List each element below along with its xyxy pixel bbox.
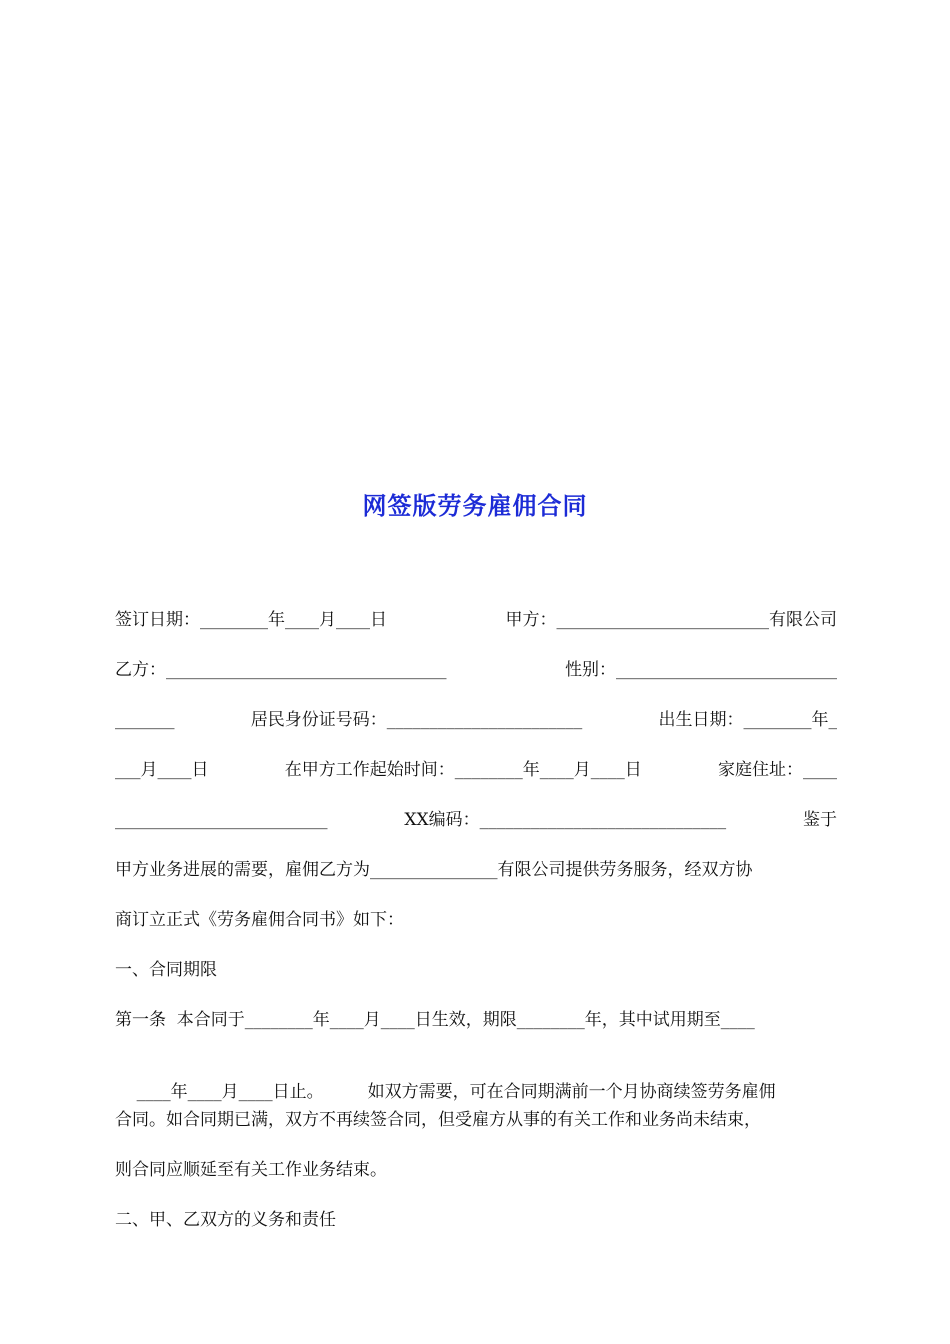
id-birthdate-line: [115, 709, 837, 731]
gender-field-continued: _______: [115, 710, 175, 730]
paragraph-line: 第一条 本合同于________年____月____日生效，期限________年，其中试用期至____: [115, 1010, 755, 1030]
document-title: 网签版劳务雇佣合同: [362, 491, 588, 520]
sign-date-party-a-line: [115, 609, 837, 631]
home-address-continued: _________________________: [115, 810, 328, 830]
paragraph-line: 合同。如合同期已满，双方不再续签合同，但受雇方从事的有关工作和业务尚未结束，: [115, 1110, 761, 1130]
work-start-date-field: 在甲方工作起始时间：________年____月____日: [284, 760, 642, 780]
party-a-field: 甲方：_________________________有限公司: [505, 610, 837, 630]
birth-date-continued: ___月____日: [115, 760, 209, 780]
postcode-line: [115, 809, 837, 831]
probation-end-text: ____年____月____日止。: [136, 1082, 324, 1102]
paragraph-line: 商订立正式《劳务雇佣合同书》如下：: [115, 910, 404, 930]
party-b-field: 乙方：_________________________________: [115, 660, 447, 680]
paragraph-line: 甲方业务进展的需要，雇佣乙方为_______________有限公司提供劳务服务，经双方协: [115, 860, 753, 880]
sign-date-field: 签订日期：________年____月____日: [115, 610, 387, 630]
paragraph-line: 则合同应顺延至有关工作业务结束。: [115, 1160, 387, 1180]
section-heading-term: 一、合同期限: [115, 960, 217, 980]
renewal-text: 如双方需要，可在合同期满前一个月协商续签劳务雇佣: [367, 1082, 776, 1102]
postcode-field: XX编码：_____________________________: [404, 810, 727, 830]
paragraph-line: [115, 1059, 837, 1102]
gender-field: 性别：__________________________: [565, 660, 837, 680]
home-address-field: 家庭住址：____: [718, 760, 837, 780]
id-number-field: 居民身份证号码：_______________________: [250, 710, 583, 730]
birth-date-field: 出生日期：________年_: [658, 710, 837, 730]
section-heading-obligations: 二、甲、乙双方的义务和责任: [115, 1210, 336, 1230]
start-date-address-line: [115, 759, 837, 781]
whereas-text: 鉴于: [803, 810, 837, 830]
party-b-gender-line: [115, 659, 837, 681]
